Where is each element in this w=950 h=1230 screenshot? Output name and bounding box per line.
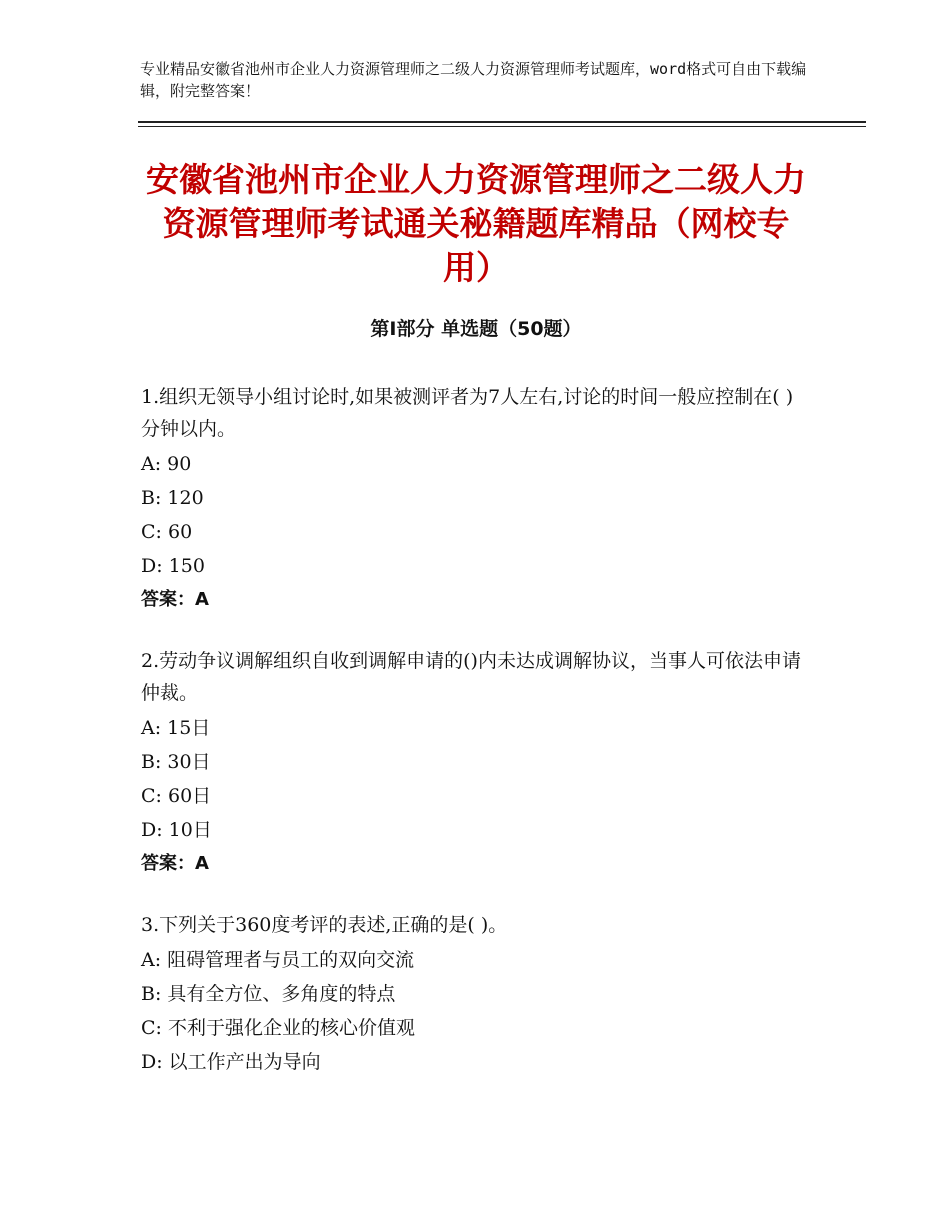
- option-d: D: 150: [141, 555, 205, 577]
- section-title: 第Ⅰ部分 单选题（50题）: [370, 318, 582, 340]
- option-c: C: 不利于强化企业的核心价值观: [141, 1017, 415, 1039]
- header-divider-thin: [138, 126, 866, 127]
- question-stem: 2.劳动争议调解组织自收到调解申请的()内未达成调解协议，当事人可依法申请仲裁。: [141, 650, 801, 704]
- option-b: B: 具有全方位、多角度的特点: [141, 983, 396, 1005]
- question-stem: 3.下列关于360度考评的表述,正确的是( )。: [141, 914, 508, 936]
- option-a: A: 90: [141, 453, 192, 475]
- option-c: C: 60日: [141, 785, 212, 807]
- option-b: B: 120: [141, 487, 204, 509]
- option-d: D: 10日: [141, 819, 212, 841]
- question-stem: 1.组织无领导小组讨论时,如果被测评者为7人左右,讨论的时间一般应控制在( )分钟以内。: [141, 386, 794, 440]
- document-title: 安徽省池州市企业人力资源管理师之二级人力资源管理师考试通关秘籍题库精品（网校专用）: [146, 160, 806, 287]
- question-3: [141, 909, 811, 1079]
- option-a: A: 15日: [141, 717, 211, 739]
- question-list: [141, 381, 811, 1107]
- header-note: 专业精品安徽省池州市企业人力资源管理师之二级人力资源管理师考试题库，word格式可自由下载编辑，附完整答案！: [140, 60, 807, 100]
- question-1: [141, 381, 811, 617]
- question-2: [141, 645, 811, 881]
- option-b: B: 30日: [141, 751, 211, 773]
- answer: 答案：A: [141, 853, 209, 874]
- option-d: D: 以工作产出为导向: [141, 1051, 321, 1073]
- header-divider-thick: [138, 121, 866, 123]
- answer: 答案：A: [141, 589, 209, 610]
- option-c: C: 60: [141, 521, 193, 543]
- option-a: A: 阻碍管理者与员工的双向交流: [141, 949, 415, 971]
